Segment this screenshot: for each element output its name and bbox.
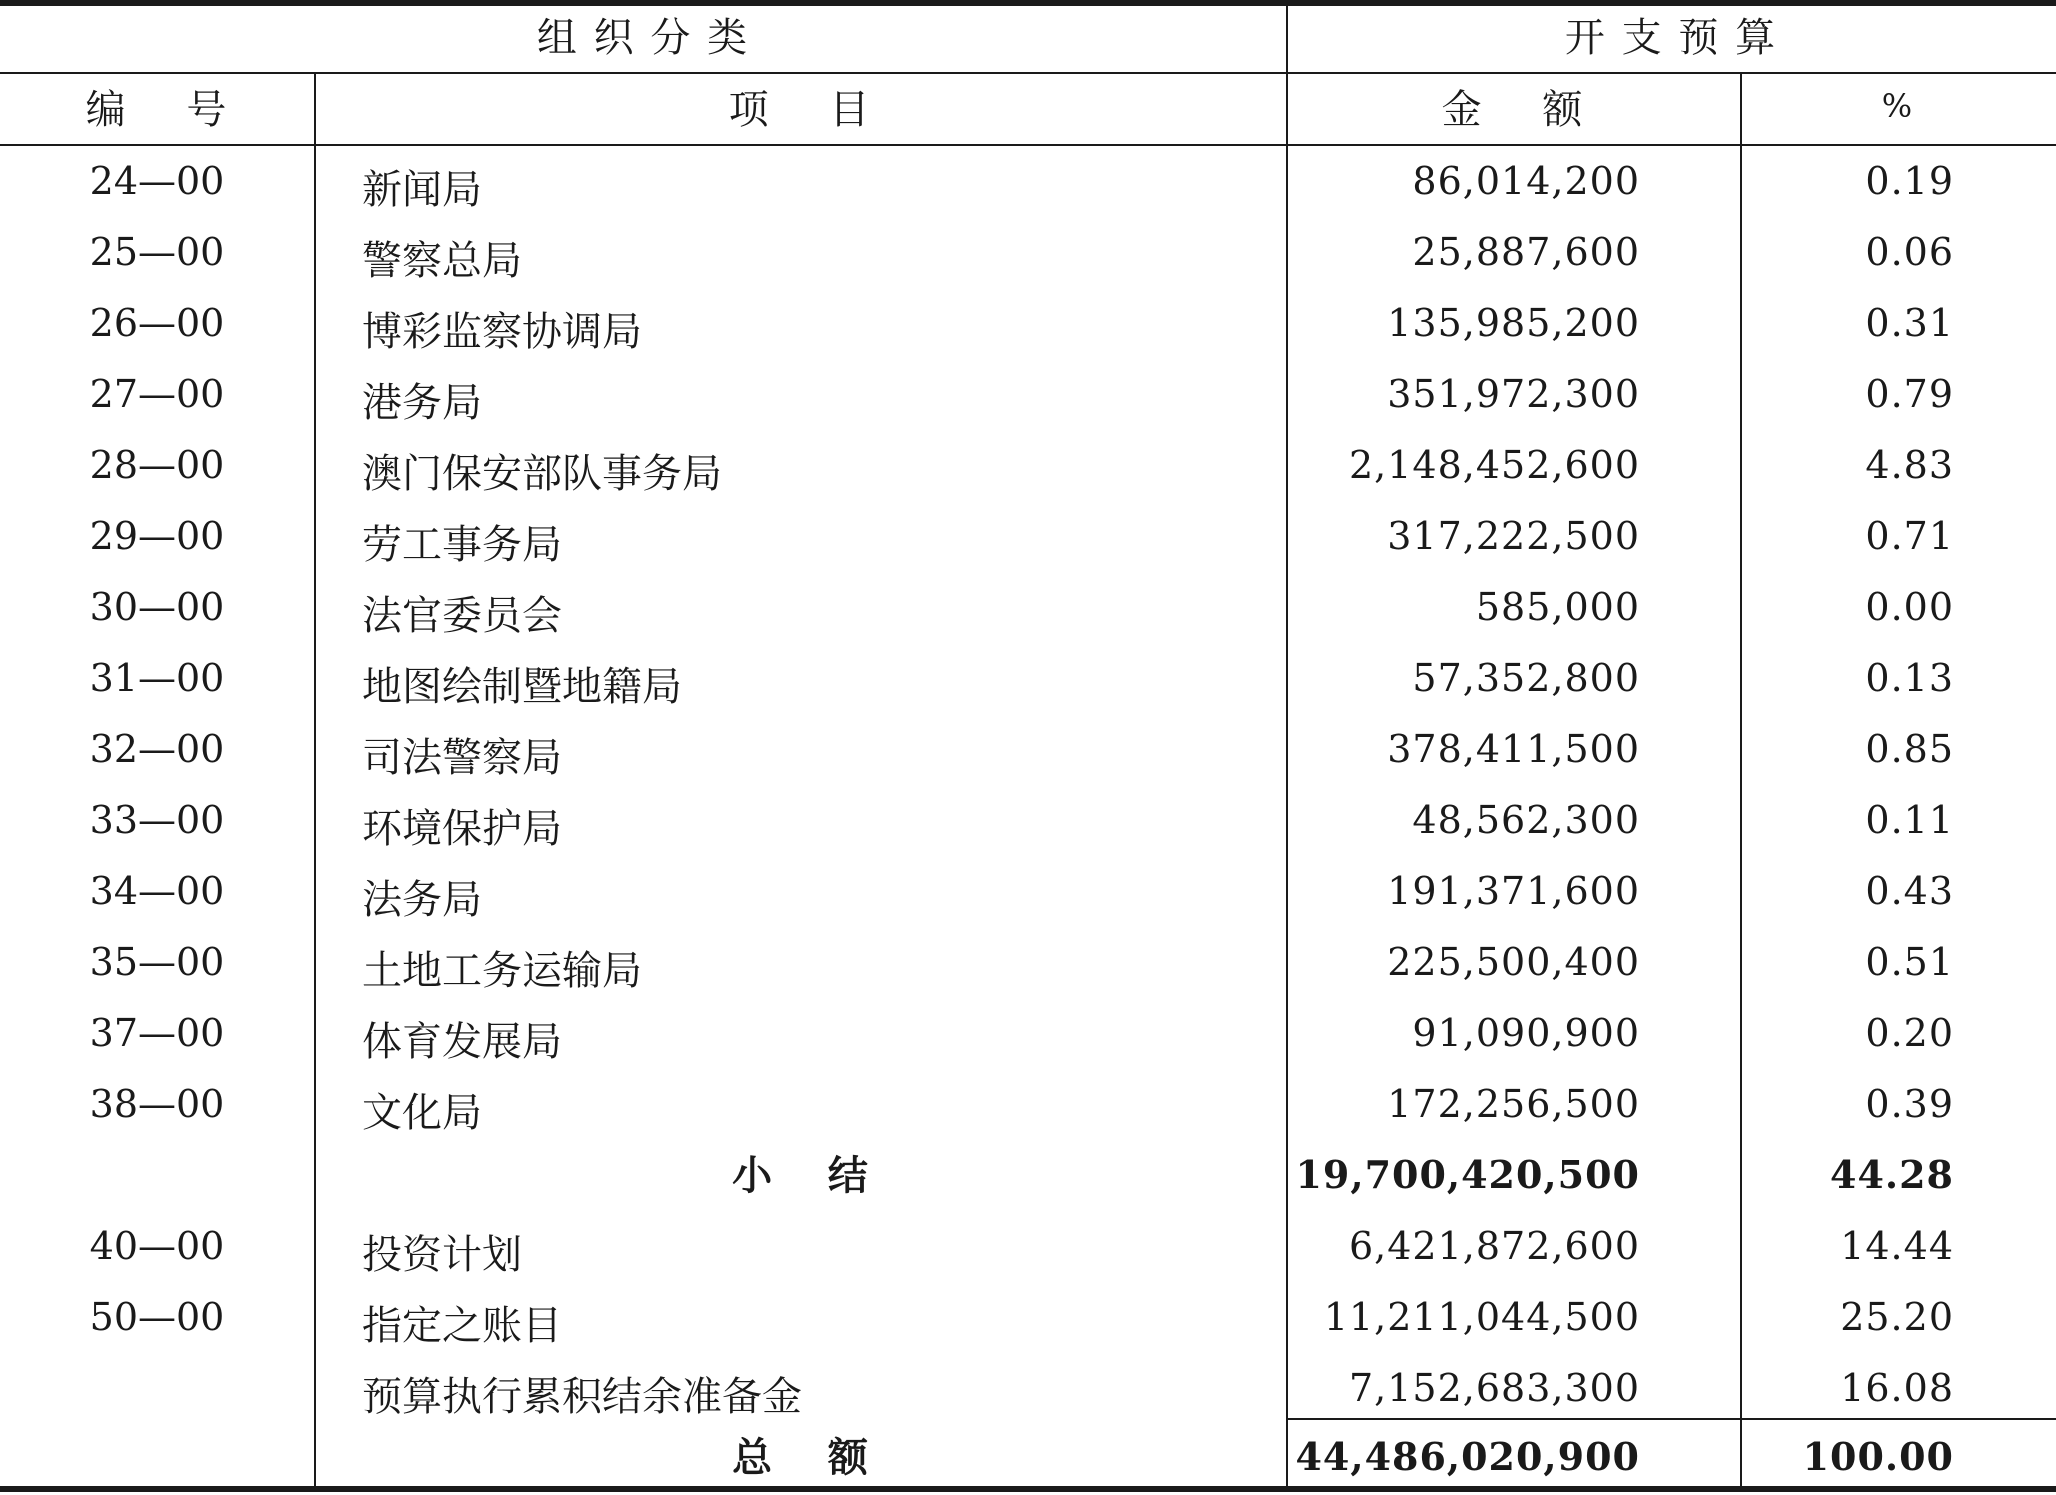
subtotal-label: 小 结 xyxy=(732,1152,868,1199)
row-amount: 25,887,600 xyxy=(1412,230,1640,274)
row-item: 地图绘制暨地籍局 xyxy=(362,664,682,710)
row-percent: 0.11 xyxy=(1865,798,1954,842)
row-item: 博彩监察协调局 xyxy=(362,309,642,355)
row-item: 港务局 xyxy=(362,380,482,426)
row-item: 法务局 xyxy=(362,877,482,923)
row-item: 预算执行累积结余准备金 xyxy=(362,1374,802,1420)
col-divider-item xyxy=(314,72,316,1486)
header-amount: 金 额 xyxy=(1441,87,1585,133)
row-amount: 57,352,800 xyxy=(1412,656,1640,700)
row-item: 法官委员会 xyxy=(362,593,562,639)
row-amount: 11,211,044,500 xyxy=(1323,1295,1640,1339)
row-amount: 378,411,500 xyxy=(1387,727,1640,771)
row-percent: 0.13 xyxy=(1865,656,1954,700)
row-item: 土地工务运输局 xyxy=(362,948,642,994)
row-item: 司法警察局 xyxy=(362,735,562,781)
row-percent: 0.79 xyxy=(1865,372,1954,416)
row-percent: 0.43 xyxy=(1865,869,1954,913)
row-percent: 25.20 xyxy=(1840,1295,1954,1339)
header-percent: % xyxy=(1881,87,1915,125)
row-item: 环境保护局 xyxy=(362,806,562,852)
row-item: 警察总局 xyxy=(362,238,522,284)
row-amount: 191,371,600 xyxy=(1387,869,1640,913)
row-code: 37—00 xyxy=(89,1011,225,1055)
row-amount: 135,985,200 xyxy=(1387,301,1640,345)
header-expense-budget: 开 支 预 算 xyxy=(1564,15,1778,61)
row-code: 38—00 xyxy=(89,1082,225,1126)
row-percent: 0.00 xyxy=(1865,585,1954,629)
row-percent: 4.83 xyxy=(1865,443,1954,487)
row-item: 指定之账目 xyxy=(362,1303,562,1349)
header-divider-1 xyxy=(0,72,2056,74)
row-amount: 225,500,400 xyxy=(1387,940,1640,984)
row-amount: 91,090,900 xyxy=(1412,1011,1640,1055)
total-percent: 100.00 xyxy=(1802,1434,1954,1479)
row-amount: 351,972,300 xyxy=(1387,372,1640,416)
subtotal-amount: 19,700,420,500 xyxy=(1295,1152,1640,1197)
row-percent: 0.71 xyxy=(1865,514,1954,558)
row-code: 30—00 xyxy=(89,585,225,629)
row-code: 27—00 xyxy=(89,372,225,416)
row-code: 31—00 xyxy=(89,656,225,700)
row-amount: 585,000 xyxy=(1475,585,1640,629)
row-percent: 0.20 xyxy=(1865,1011,1954,1055)
table-bottom-rule xyxy=(0,1486,2056,1492)
row-percent: 0.06 xyxy=(1865,230,1954,274)
row-code: 40—00 xyxy=(89,1224,225,1268)
row-percent: 0.85 xyxy=(1865,727,1954,771)
header-org-classification: 组 织 分 类 xyxy=(536,15,750,61)
table-top-rule xyxy=(0,0,2056,6)
row-amount: 172,256,500 xyxy=(1387,1082,1640,1126)
row-code: 24—00 xyxy=(89,159,225,203)
row-amount: 2,148,452,600 xyxy=(1348,443,1640,487)
header-divider-2 xyxy=(0,144,2056,146)
row-percent: 0.39 xyxy=(1865,1082,1954,1126)
col-divider-percent xyxy=(1740,72,1742,1486)
row-code: 29—00 xyxy=(89,514,225,558)
row-amount: 317,222,500 xyxy=(1387,514,1640,558)
row-item: 新闻局 xyxy=(362,167,482,213)
row-code: 32—00 xyxy=(89,727,225,771)
row-item: 劳工事务局 xyxy=(362,522,562,568)
row-percent: 0.31 xyxy=(1865,301,1954,345)
row-code: 25—00 xyxy=(89,230,225,274)
total-amount: 44,486,020,900 xyxy=(1295,1434,1640,1479)
subtotal-percent: 44.28 xyxy=(1830,1152,1954,1197)
row-item: 体育发展局 xyxy=(362,1019,562,1065)
row-amount: 7,152,683,300 xyxy=(1348,1366,1640,1410)
row-item: 文化局 xyxy=(362,1090,482,1136)
row-code: 50—00 xyxy=(89,1295,225,1339)
total-label: 总 额 xyxy=(732,1434,868,1481)
row-percent: 16.08 xyxy=(1840,1366,1954,1410)
row-percent: 0.19 xyxy=(1865,159,1954,203)
row-code: 26—00 xyxy=(89,301,225,345)
row-item: 澳门保安部队事务局 xyxy=(362,451,722,497)
row-amount: 48,562,300 xyxy=(1412,798,1640,842)
row-amount: 6,421,872,600 xyxy=(1348,1224,1640,1268)
row-amount: 86,014,200 xyxy=(1412,159,1640,203)
row-percent: 14.44 xyxy=(1840,1224,1954,1268)
row-percent: 0.51 xyxy=(1865,940,1954,984)
row-item: 投资计划 xyxy=(362,1232,522,1278)
row-code: 35—00 xyxy=(89,940,225,984)
row-code: 28—00 xyxy=(89,443,225,487)
total-divider xyxy=(1286,1418,2056,1420)
header-item: 项 目 xyxy=(728,87,872,133)
header-code: 编 号 xyxy=(85,87,229,133)
row-code: 34—00 xyxy=(89,869,225,913)
row-code: 33—00 xyxy=(89,798,225,842)
